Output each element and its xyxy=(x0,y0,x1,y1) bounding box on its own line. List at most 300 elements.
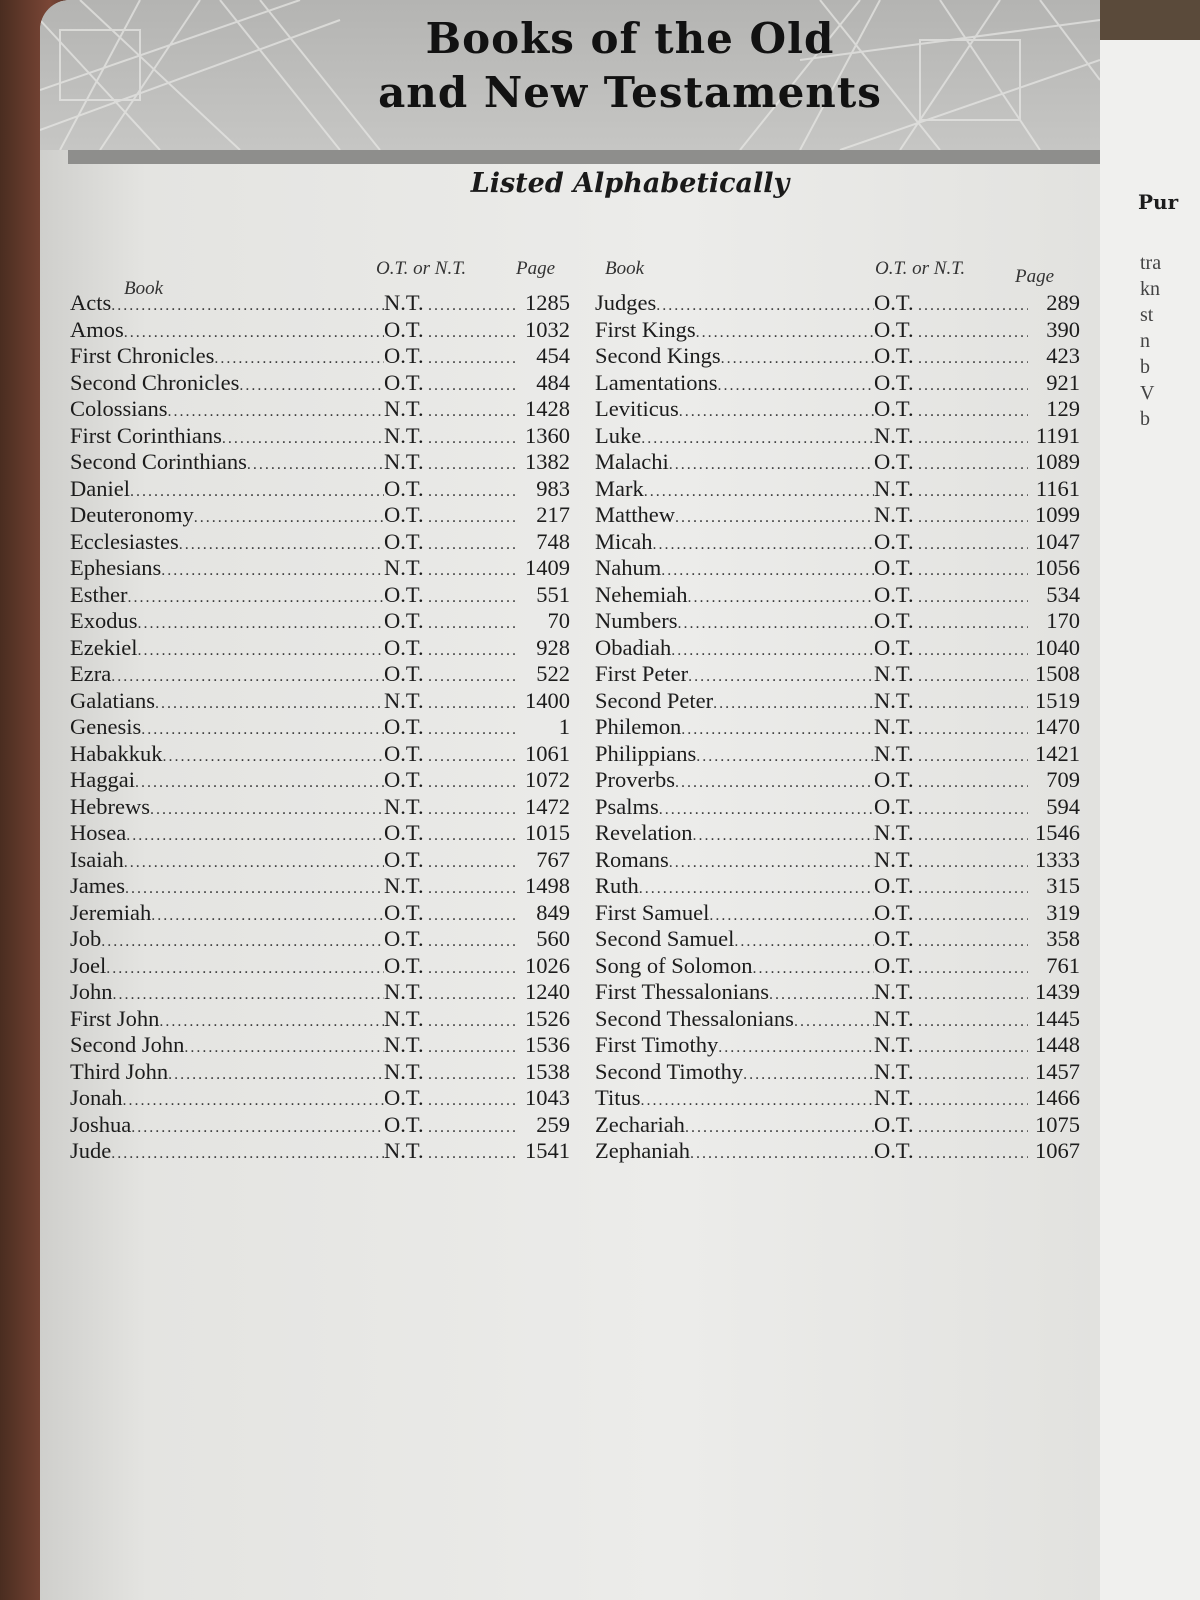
book-row xyxy=(595,582,1080,609)
page-number: 1498 xyxy=(525,873,570,898)
dot-leader xyxy=(127,589,384,607)
dot-leader xyxy=(918,774,1028,792)
book-row xyxy=(595,767,1080,794)
dot-leader xyxy=(918,642,1028,660)
page-number: 594 xyxy=(1046,793,1080,819)
testament-label: N.T. xyxy=(384,979,424,1004)
dot-leader xyxy=(428,297,518,315)
dot-leader xyxy=(428,483,518,501)
testament-label: O.T. xyxy=(384,634,424,660)
book-name: Deuteronomy xyxy=(70,502,194,527)
book-row xyxy=(70,1085,570,1112)
testament-label: O.T. xyxy=(384,475,424,501)
dot-leader xyxy=(428,960,518,978)
book-name: First Peter xyxy=(595,661,689,686)
page-number: 761 xyxy=(1046,952,1080,978)
page-number: 1466 xyxy=(1035,1085,1080,1110)
dot-leader xyxy=(918,748,1028,766)
book-row xyxy=(595,1006,1080,1033)
book-row xyxy=(595,529,1080,556)
page-number: 560 xyxy=(536,926,570,951)
title-line-1: Books of the Old xyxy=(425,14,835,63)
book-row xyxy=(595,423,1080,450)
page-number: 983 xyxy=(536,475,570,501)
header-testament: O.T. or N.T. xyxy=(376,258,467,279)
book-name: Song of Solomon xyxy=(595,952,753,978)
dot-leader xyxy=(141,721,384,739)
testament-label: N.T. xyxy=(874,1005,914,1031)
book-name: Daniel xyxy=(70,475,130,501)
book-name: Revelation xyxy=(595,820,693,845)
testament-label: N.T. xyxy=(874,1058,914,1084)
header-book: Book xyxy=(605,258,645,279)
book-row xyxy=(595,688,1080,715)
book-name: Exodus xyxy=(70,608,138,633)
book-row xyxy=(70,794,570,821)
testament-label: O.T. xyxy=(874,290,914,315)
dot-leader xyxy=(918,377,1028,395)
book-row xyxy=(70,900,570,927)
dot-leader xyxy=(678,615,875,633)
testament-label: O.T. xyxy=(384,767,424,792)
book-name: Jonah xyxy=(70,1085,123,1110)
testament-label: N.T. xyxy=(874,846,914,872)
page-number: 319 xyxy=(1046,899,1080,925)
book-row xyxy=(70,1138,570,1165)
dot-leader xyxy=(168,403,384,421)
testament-label: N.T. xyxy=(384,396,424,421)
book-row xyxy=(595,396,1080,423)
dot-leader xyxy=(918,960,1028,978)
dot-leader xyxy=(124,324,384,342)
book-row xyxy=(595,1059,1080,1086)
page-number: 423 xyxy=(1046,343,1080,368)
book-name: Leviticus xyxy=(595,396,679,421)
testament-label: N.T. xyxy=(384,1005,424,1031)
book-row xyxy=(70,476,570,503)
dot-leader xyxy=(675,774,874,792)
book-name: Third John xyxy=(70,1058,169,1084)
testament-label: O.T. xyxy=(384,1085,424,1110)
page-number: 1421 xyxy=(1035,740,1080,766)
book-row xyxy=(595,900,1080,927)
testament-label: O.T. xyxy=(874,396,914,421)
left-book-list xyxy=(70,290,570,1165)
dot-leader xyxy=(428,562,518,580)
book-name: Numbers xyxy=(595,608,678,633)
dot-leader xyxy=(918,589,1028,607)
book-name: Jude xyxy=(70,1138,112,1163)
left-column xyxy=(70,258,570,1165)
book-name: Jeremiah xyxy=(70,899,152,925)
book-row xyxy=(70,317,570,344)
book-name: John xyxy=(70,979,113,1004)
testament-label: O.T. xyxy=(384,952,424,978)
testament-label: O.T. xyxy=(384,581,424,607)
title-line-2: and New Testaments xyxy=(378,68,882,117)
dot-leader xyxy=(718,1039,874,1057)
dot-leader xyxy=(179,536,384,554)
book-row xyxy=(595,1112,1080,1139)
dot-leader xyxy=(918,403,1028,421)
testament-label: N.T. xyxy=(384,687,424,713)
page-number: 1056 xyxy=(1035,555,1080,580)
page-number: 358 xyxy=(1046,926,1080,951)
page-number: 289 xyxy=(1046,290,1080,315)
book-name: First Chronicles xyxy=(70,343,215,368)
page-number: 767 xyxy=(536,846,570,872)
testament-label: N.T. xyxy=(874,661,914,686)
book-name: Malachi xyxy=(595,449,669,474)
testament-label: N.T. xyxy=(874,502,914,527)
dot-leader xyxy=(753,960,874,978)
testament-label: N.T. xyxy=(874,475,914,501)
page-number: 1546 xyxy=(1035,820,1080,845)
dot-leader xyxy=(734,933,874,951)
page-number: 1536 xyxy=(525,1032,570,1057)
book-name: Hebrews xyxy=(70,793,150,819)
book-row xyxy=(70,1059,570,1086)
testament-label: N.T. xyxy=(384,422,424,448)
dot-leader xyxy=(151,907,384,925)
testament-label: O.T. xyxy=(874,581,914,607)
page-number: 1409 xyxy=(525,555,570,580)
book-name: First Kings xyxy=(595,316,696,342)
testament-label: O.T. xyxy=(874,952,914,978)
page-number: 390 xyxy=(1046,316,1080,342)
book-name: Romans xyxy=(595,846,669,872)
book-name: Judges xyxy=(595,290,657,315)
dot-leader xyxy=(794,1013,874,1031)
book-row xyxy=(70,423,570,450)
dot-leader xyxy=(918,907,1028,925)
book-name: Ecclesiastes xyxy=(70,528,179,554)
adjacent-page-fragments xyxy=(1090,214,1200,432)
title-banner xyxy=(40,0,1100,150)
book-name: Ezekiel xyxy=(70,634,138,660)
book-row xyxy=(70,741,570,768)
dot-leader xyxy=(918,430,1028,448)
page-number: 1072 xyxy=(525,767,570,792)
page-number: 1240 xyxy=(525,979,570,1004)
testament-label: O.T. xyxy=(384,820,424,845)
page-number: 928 xyxy=(536,634,570,660)
page-number: 259 xyxy=(536,1111,570,1137)
dot-leader xyxy=(685,1119,874,1137)
dot-leader xyxy=(428,536,518,554)
dot-leader xyxy=(214,350,384,368)
dot-leader xyxy=(428,509,518,527)
book-name: Isaiah xyxy=(70,846,124,872)
testament-label: O.T. xyxy=(384,1111,424,1137)
book-row xyxy=(70,847,570,874)
book-name: Galatians xyxy=(70,687,155,713)
dot-leader xyxy=(675,509,874,527)
dot-leader xyxy=(428,324,518,342)
testament-label: O.T. xyxy=(874,1111,914,1137)
book-name: Colossians xyxy=(70,396,168,421)
book-row xyxy=(595,714,1080,741)
adjacent-page-fragment: tra xyxy=(1140,252,1162,274)
book-row xyxy=(70,529,570,556)
page-number: 1191 xyxy=(1035,422,1080,448)
dot-leader xyxy=(918,1145,1028,1163)
header-page: Page xyxy=(1015,266,1055,287)
book-row xyxy=(595,476,1080,503)
book-name: Acts xyxy=(70,290,112,315)
dot-leader xyxy=(669,854,874,872)
book-name: Genesis xyxy=(70,714,142,739)
banner-rule xyxy=(68,150,1100,164)
testament-label: O.T. xyxy=(874,555,914,580)
page-number: 1538 xyxy=(525,1058,570,1084)
page-number: 1047 xyxy=(1035,528,1080,554)
testament-label: O.T. xyxy=(384,343,424,368)
page-number: 1026 xyxy=(525,952,570,978)
dot-leader xyxy=(428,403,518,421)
book-row xyxy=(595,608,1080,635)
book-name: Lamentations xyxy=(595,369,718,395)
testament-label: N.T. xyxy=(874,714,914,739)
book-name: Micah xyxy=(595,528,653,554)
book-name: First Timothy xyxy=(595,1032,719,1057)
book-name: Ephesians xyxy=(70,555,162,580)
page-number: 1382 xyxy=(525,449,570,474)
testament-label: O.T. xyxy=(874,1138,914,1163)
dot-leader xyxy=(641,430,874,448)
book-row xyxy=(70,688,570,715)
testament-label: O.T. xyxy=(384,846,424,872)
testament-label: O.T. xyxy=(384,714,424,739)
dot-leader xyxy=(918,986,1028,1004)
dot-leader xyxy=(428,1145,518,1163)
dot-leader xyxy=(671,642,874,660)
dot-leader xyxy=(769,986,874,1004)
dot-leader xyxy=(644,483,874,501)
dot-leader xyxy=(709,907,874,925)
book-name: Hosea xyxy=(70,820,127,845)
testament-label: O.T. xyxy=(874,767,914,792)
book-row xyxy=(70,502,570,529)
right-column xyxy=(595,258,1080,1165)
testament-label: O.T. xyxy=(874,369,914,395)
dot-leader xyxy=(918,880,1028,898)
dot-leader xyxy=(131,1119,384,1137)
book-name: Joshua xyxy=(70,1111,132,1137)
dot-leader xyxy=(918,801,1028,819)
dot-leader xyxy=(123,1092,385,1110)
book-row xyxy=(70,582,570,609)
page-number: 1015 xyxy=(525,820,570,845)
dot-leader xyxy=(247,456,384,474)
dot-leader xyxy=(239,377,384,395)
book-name: Second Thessalonians xyxy=(595,1005,794,1031)
book-row xyxy=(70,979,570,1006)
dot-leader xyxy=(669,456,874,474)
testament-label: O.T. xyxy=(874,899,914,925)
book-name: Nehemiah xyxy=(595,581,688,607)
dot-leader xyxy=(428,350,518,368)
dot-leader xyxy=(428,642,518,660)
page-number: 1333 xyxy=(1035,846,1080,872)
book-row xyxy=(595,979,1080,1006)
book-name: Amos xyxy=(70,316,124,342)
testament-label: N.T. xyxy=(874,1085,914,1110)
book-row xyxy=(70,449,570,476)
page-number: 1445 xyxy=(1035,1005,1080,1031)
book-row xyxy=(70,873,570,900)
testament-label: O.T. xyxy=(874,926,914,951)
book-name: Second Kings xyxy=(595,343,721,368)
testament-label: O.T. xyxy=(384,899,424,925)
dot-leader xyxy=(126,827,384,845)
dot-leader xyxy=(428,615,518,633)
book-name: James xyxy=(70,873,125,898)
dot-leader xyxy=(679,403,874,421)
book-row xyxy=(70,343,570,370)
dot-leader xyxy=(113,986,384,1004)
book-name: Second Timothy xyxy=(595,1058,744,1084)
testament-label: O.T. xyxy=(384,608,424,633)
book-row xyxy=(70,767,570,794)
dot-leader xyxy=(428,986,518,1004)
dot-leader xyxy=(168,1066,384,1084)
page-number: 1075 xyxy=(1035,1111,1080,1137)
dot-leader xyxy=(918,324,1028,342)
left-column-header xyxy=(70,258,570,299)
book-name: Philippians xyxy=(595,740,697,766)
page-number: 1472 xyxy=(525,793,570,819)
testament-label: N.T. xyxy=(874,979,914,1004)
book-row xyxy=(70,661,570,688)
book-name: First Corinthians xyxy=(70,422,222,448)
page-number: 522 xyxy=(536,661,570,686)
page-number: 534 xyxy=(1046,581,1080,607)
dot-leader xyxy=(918,350,1028,368)
dot-leader xyxy=(918,615,1028,633)
dot-leader xyxy=(918,695,1028,713)
book-row xyxy=(70,926,570,953)
book-name: Psalms xyxy=(595,793,659,819)
book-row xyxy=(595,502,1080,529)
dot-leader xyxy=(918,854,1028,872)
adjacent-page-fragment: b xyxy=(1140,408,1150,430)
dot-leader xyxy=(428,880,518,898)
book-row xyxy=(595,317,1080,344)
dot-leader xyxy=(125,880,384,898)
dot-leader xyxy=(918,933,1028,951)
dot-leader xyxy=(161,562,384,580)
page-number: 1 xyxy=(558,714,570,739)
book-row xyxy=(70,635,570,662)
dot-leader xyxy=(428,827,518,845)
dot-leader xyxy=(428,1039,518,1057)
page-number: 1067 xyxy=(1035,1138,1080,1163)
page-number: 1061 xyxy=(525,740,570,766)
testament-label: N.T. xyxy=(384,1058,424,1084)
book-row xyxy=(595,1138,1080,1165)
book-name: Philemon xyxy=(595,714,682,739)
testament-label: O.T. xyxy=(874,873,914,898)
book-name: Ruth xyxy=(595,873,639,898)
testament-label: O.T. xyxy=(874,449,914,474)
dot-leader xyxy=(717,377,874,395)
testament-label: N.T. xyxy=(384,449,424,474)
book-row xyxy=(595,370,1080,397)
book-name: Nahum xyxy=(595,555,662,580)
dot-leader xyxy=(688,668,874,686)
testament-label: O.T. xyxy=(874,528,914,554)
dot-leader xyxy=(150,801,384,819)
right-book-list xyxy=(595,290,1080,1165)
testament-label: O.T. xyxy=(874,608,914,633)
page-number: 1457 xyxy=(1035,1058,1080,1084)
dot-leader xyxy=(124,854,384,872)
book-row xyxy=(595,794,1080,821)
book-row xyxy=(595,873,1080,900)
book-row xyxy=(595,635,1080,662)
dot-leader xyxy=(428,1092,518,1110)
page-number: 551 xyxy=(536,581,570,607)
book-name: Haggai xyxy=(70,767,135,792)
page-number: 484 xyxy=(536,369,570,395)
page-number: 1285 xyxy=(525,290,570,315)
adjacent-page-heading: Pur xyxy=(1138,190,1179,214)
book-name: Second Samuel xyxy=(595,926,735,951)
page-number: 1541 xyxy=(525,1138,570,1163)
right-column-header xyxy=(595,258,1080,290)
page-number: 1040 xyxy=(1035,634,1080,660)
dot-leader xyxy=(428,774,518,792)
dot-leader xyxy=(918,536,1028,554)
book-name: Joel xyxy=(70,952,107,978)
testament-label: N.T. xyxy=(384,1032,424,1057)
dot-leader xyxy=(111,668,384,686)
dot-leader xyxy=(918,668,1028,686)
testament-label: N.T. xyxy=(384,873,424,898)
book-name: Matthew xyxy=(595,502,675,527)
page-number: 748 xyxy=(536,528,570,554)
dot-leader xyxy=(652,536,874,554)
dot-leader xyxy=(138,615,385,633)
book-name: First John xyxy=(70,1005,160,1031)
dot-leader xyxy=(159,1013,384,1031)
dot-leader xyxy=(428,801,518,819)
dot-leader xyxy=(184,1039,384,1057)
page-number: 1043 xyxy=(525,1085,570,1110)
dot-leader xyxy=(137,642,384,660)
book-name: Luke xyxy=(595,422,642,448)
page-number: 1161 xyxy=(1035,475,1080,501)
dot-leader xyxy=(690,1145,874,1163)
page-number: 1519 xyxy=(1035,687,1080,713)
book-name: Zephaniah xyxy=(595,1138,690,1163)
testament-label: O.T. xyxy=(384,661,424,686)
book-row xyxy=(595,343,1080,370)
testament-label: N.T. xyxy=(384,555,424,580)
dot-leader xyxy=(162,748,384,766)
page-number: 129 xyxy=(1046,396,1080,421)
dot-leader xyxy=(428,933,518,951)
testament-label: N.T. xyxy=(384,290,424,315)
book-row xyxy=(595,449,1080,476)
page-number: 849 xyxy=(536,899,570,925)
book-name: Job xyxy=(70,926,102,951)
dot-leader xyxy=(918,1092,1028,1110)
book-name: Mark xyxy=(595,475,644,501)
page-number: 170 xyxy=(1046,608,1080,633)
header-book: Book xyxy=(124,278,164,299)
